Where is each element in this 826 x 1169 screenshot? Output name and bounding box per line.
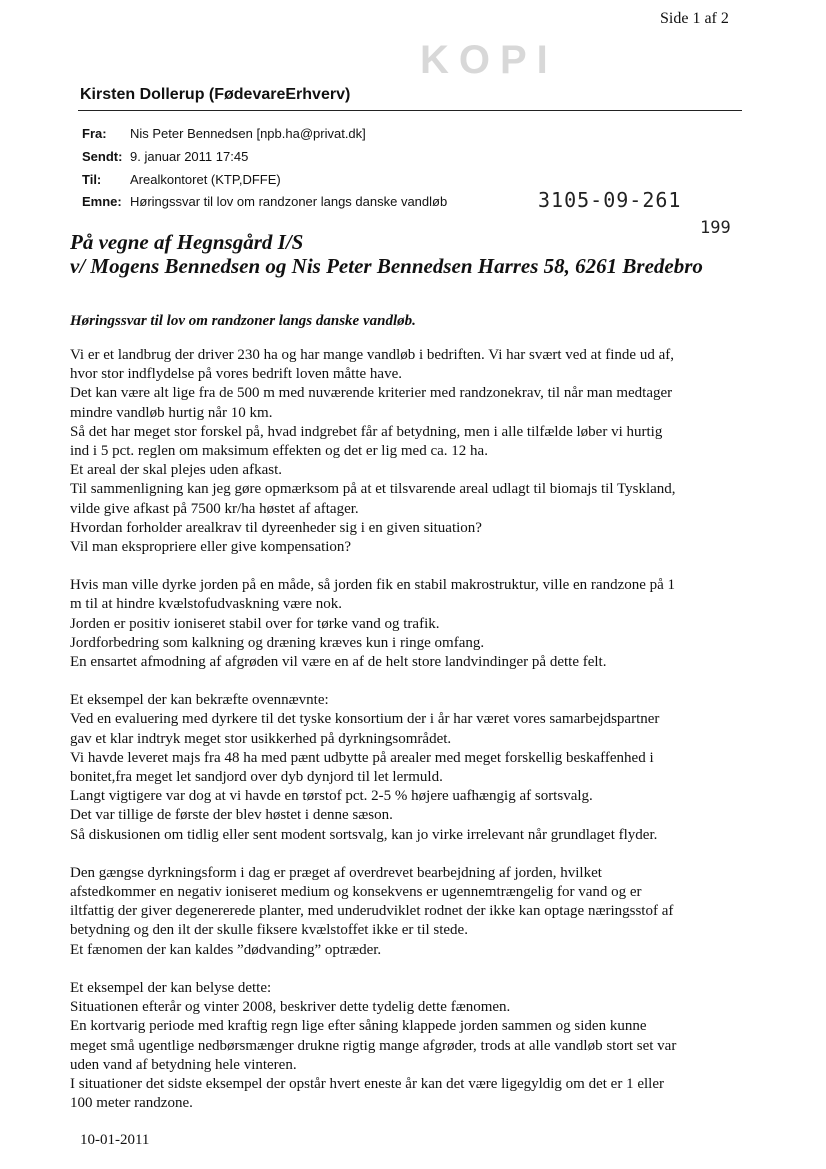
paragraph-line: Langt vigtigere var dog at vi havde en tørstof pct. 2-5 % højere uafhængig af sortsvalg. [70, 788, 593, 805]
paragraph-line: Ved en evaluering med dyrkere til det tyske konsortium der i år har været vores samarbejdspartner [70, 711, 660, 728]
paragraph-line: meget små ugentlige nedbørsmænger drukne rigtig mange afgrøder, trods at alle vandløb stort set var [70, 1037, 677, 1054]
paragraph-line: hvor stor indflydelse på vores bedrift loven måtte have. [70, 366, 402, 383]
paragraph-line: Så det har meget stor forskel på, hvad indgrebet får af betydning, men i alle tilfælde løber vi hurtig [70, 423, 663, 440]
paragraph-line: Den gængse dyrkningsform i dag er præget af overdrevet bearbejdning af jorden, hvilket [70, 864, 602, 881]
letter-paragraph [70, 346, 770, 557]
email-from-row [82, 126, 366, 141]
paragraph-line: bonitet,fra meget let sandjord over dyb dynjord til let lermuld. [70, 769, 443, 786]
paragraph-line: betydning og den ilt der skulle fiksere kvælstoffet ikke er til stede. [70, 922, 468, 939]
handwritten-case-number: 3105-09-261 [538, 188, 682, 212]
email-subject-value: Høringssvar til lov om randzoner langs danske vandløb [130, 194, 448, 209]
email-from-value: Nis Peter Bennedsen [npb.ha@privat.dk] [130, 126, 366, 141]
paragraph-line: Jorden er positiv ioniseret stabil over for tørke vand og trafik. [70, 615, 440, 632]
letter-paragraph [70, 576, 770, 672]
paragraph-line: Hvordan forholder arealkrav til dyreenheder sig i en given situation? [70, 519, 482, 536]
email-from-label: Fra: [82, 126, 107, 141]
paragraph-line: m til at hindre kvælstofudvaskning være nok. [70, 596, 343, 613]
letter-body [70, 346, 770, 1132]
letter-subject: Høringssvar til lov om randzoner langs danske vandløb. [70, 313, 416, 329]
paragraph-line: En kortvarig periode med kraftig regn lige efter såning klappede jorden sammen og siden kunne [70, 1018, 647, 1035]
footer-date: 10-01-2011 [80, 1132, 150, 1148]
paragraph-line: mindre vandløb hurtig når 10 km. [70, 404, 273, 421]
paragraph-line: afstedkommer en negativ ioniseret medium og konsekvens er ugennemtrængelig for vand og er [70, 884, 642, 901]
email-subject-label: Emne: [82, 194, 122, 209]
paragraph-line: gav et klar indtryk meget stor usikkerhed på dyrkningsområdet. [70, 730, 452, 747]
letter-title-line-2: v/ Mogens Bennedsen og Nis Peter Bennedsen Harres 58, 6261 Bredebro [70, 254, 703, 278]
paragraph-line: 100 meter randzone. [70, 1095, 193, 1112]
email-sent-row [82, 149, 248, 164]
paragraph-line: En ensartet afmodning af afgrøden vil være en af de helt store landvindinger på dette felt. [70, 654, 607, 671]
paragraph-line: Et fænomen der kan kaldes ”dødvanding” optræder. [70, 941, 382, 958]
letter-paragraph [70, 864, 770, 960]
email-to-row [82, 172, 281, 187]
letter-paragraph [70, 979, 770, 1113]
paragraph-line: Det var tillige de første der blev høstet i denne sæson. [70, 807, 393, 824]
paragraph-line: I situationer det sidste eksempel der opstår hvert eneste år kan det være ligegyldig om det er 1 eller [70, 1075, 664, 1092]
paragraph-line: uden vand af betydning hele vinteren. [70, 1056, 297, 1073]
paragraph-line: Et eksempel der kan bekræfte ovennævnte: [70, 692, 329, 709]
email-sent-label: Sendt: [82, 149, 123, 164]
paragraph-line: Hvis man ville dyrke jorden på en måde, så jorden fik en stabil makrostruktur, ville en randzone på 1 [70, 577, 676, 594]
paragraph-line: vilde give afkast på 7500 kr/ha høstet af aftager. [70, 500, 359, 517]
paragraph-line: Så diskusionen om tidlig eller sent modent sortsvalg, kan jo virke irrelevant når grundlaget flyder. [70, 826, 658, 843]
email-sent-value: 9. januar 2011 17:45 [130, 149, 249, 164]
letter-title-line-1: På vegne af Hegnsgård I/S [70, 230, 304, 254]
kopi-stamp: KOPI [420, 38, 558, 82]
mailbox-owner-name: Kirsten Dollerup (FødevareErhverv) [80, 86, 351, 103]
paragraph-line: Vil man ekspropriere eller give kompensation? [70, 539, 352, 556]
email-subject-row [82, 194, 447, 209]
letter-paragraph [70, 691, 770, 845]
paragraph-line: Det kan være alt lige fra de 500 m med nuværende kriterier med randzonekrav, til når man medtager [70, 385, 673, 402]
page-number: Side 1 af 2 [660, 10, 729, 27]
email-to-value: Arealkontoret (KTP,DFFE) [130, 172, 281, 187]
paragraph-line: iltfattig der giver degenererede planter, med underudviklet rodnet der ikke kan optage næringsstof af [70, 903, 674, 920]
paragraph-line: Et areal der skal plejes uden afkast. [70, 462, 282, 479]
handwritten-note: 199 [700, 218, 731, 238]
paragraph-line: Et eksempel der kan belyse dette: [70, 979, 272, 996]
paragraph-line: Jordforbedring som kalkning og dræning kræves kun i ringe omfang. [70, 634, 485, 651]
header-divider [78, 110, 742, 111]
paragraph-line: ind i 5 pct. reglen om maksimum effekten og det er lig med ca. 12 ha. [70, 443, 488, 460]
email-to-label: Til: [82, 172, 102, 187]
paragraph-line: Vi havde leveret majs fra 48 ha med pænt udbytte på arealer med meget forskellig beskaffenhed i [70, 749, 654, 766]
paragraph-line: Til sammenligning kan jeg gøre opmærksom på at et tilsvarende areal udlagt til biomajs til Tyskland, [70, 481, 676, 498]
paragraph-line: Situationen efterår og vinter 2008, beskriver dette tydelig dette fænomen. [70, 999, 511, 1016]
paragraph-line: Vi er et landbrug der driver 230 ha og har mange vandløb i bedriften. Vi har svært ved at finde ud af, [70, 347, 674, 363]
